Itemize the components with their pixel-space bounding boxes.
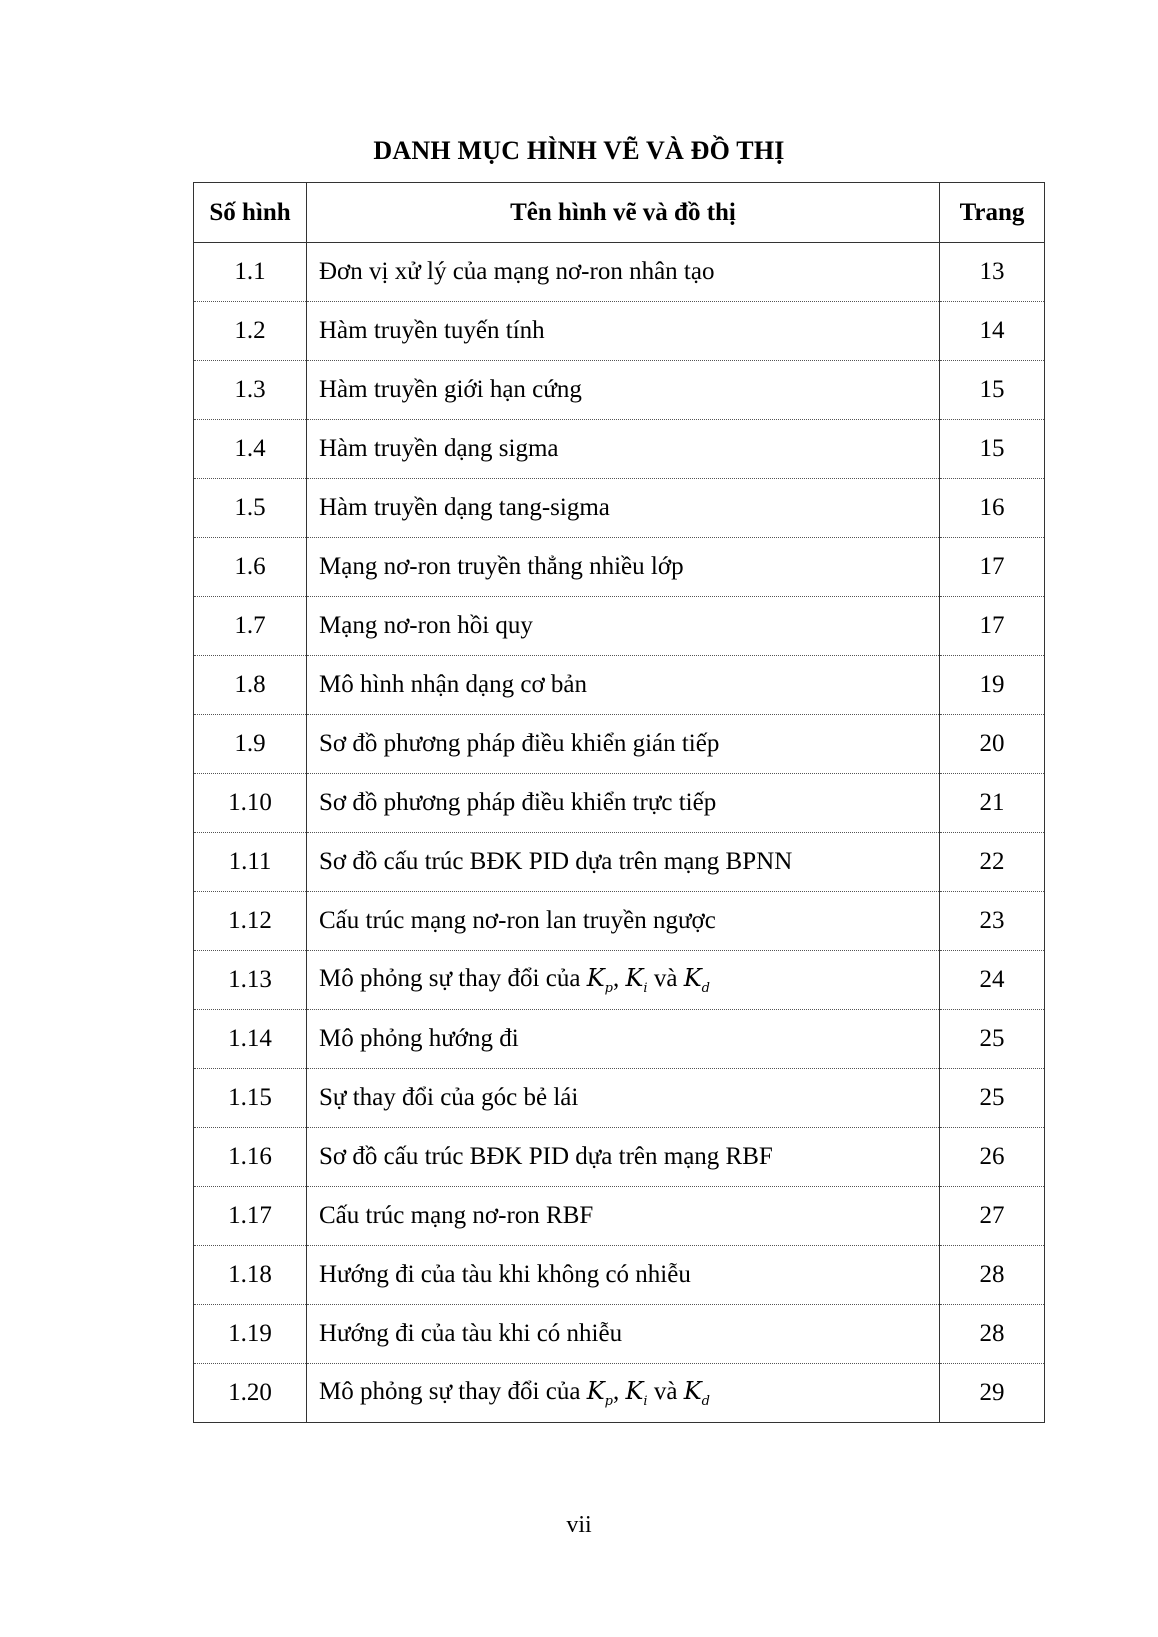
header-page: Trang [940, 183, 1045, 243]
figure-name: Hàm truyền dạng sigma [307, 420, 940, 479]
figure-number: 1.7 [194, 597, 307, 656]
page-number: vii [566, 1512, 592, 1538]
table-row [194, 715, 1045, 774]
figure-number: 1.18 [194, 1246, 307, 1305]
table-row [194, 1069, 1045, 1128]
table-row [194, 361, 1045, 420]
table-row [194, 1364, 1045, 1423]
table-row [194, 243, 1045, 302]
figure-page: 15 [940, 420, 1045, 479]
figure-name: Hàm truyền dạng tang-sigma [307, 479, 940, 538]
figure-page: 28 [940, 1305, 1045, 1364]
math-ki: $K_i$ [625, 1377, 648, 1409]
math-kp: $K_p$ [586, 1377, 613, 1409]
header-figure-number: Số hình [194, 183, 307, 243]
figure-name: Mô phỏng hướng đi [307, 1010, 940, 1069]
figure-name: Mô hình nhận dạng cơ bản [307, 656, 940, 715]
figure-page: 21 [940, 774, 1045, 833]
figure-number: 1.12 [194, 892, 307, 951]
figure-page: 20 [940, 715, 1045, 774]
figure-page: 29 [940, 1364, 1045, 1423]
figure-name: Sơ đồ phương pháp điều khiển trực tiếp [307, 774, 940, 833]
figure-name: Hàm truyền giới hạn cứng [307, 361, 940, 420]
table-row [194, 420, 1045, 479]
figure-page: 15 [940, 361, 1045, 420]
figure-page: 25 [940, 1010, 1045, 1069]
page-title: DANH MỤC HÌNH VẼ VÀ ĐỒ THỊ [373, 136, 785, 165]
figure-name: Sự thay đổi của góc bẻ lái [307, 1069, 940, 1128]
figure-name: Cấu trúc mạng nơ-ron lan truyền ngược [307, 892, 940, 951]
figure-page: 19 [940, 656, 1045, 715]
figure-page: 13 [940, 243, 1045, 302]
header-figure-name: Tên hình vẽ và đồ thị [307, 183, 940, 243]
table-row [194, 1246, 1045, 1305]
figure-name: Mô phỏng sự thay đổi của $K_p$, $K_i$ và $K_d$ [307, 1364, 940, 1423]
figure-page: 28 [940, 1246, 1045, 1305]
figure-list-table [193, 182, 1045, 1423]
table-row [194, 892, 1045, 951]
figure-number: 1.17 [194, 1187, 307, 1246]
table-row [194, 302, 1045, 361]
figure-number: 1.10 [194, 774, 307, 833]
table-row [194, 1010, 1045, 1069]
figure-page: 17 [940, 538, 1045, 597]
figure-name: Hướng đi của tàu khi không có nhiễu [307, 1246, 940, 1305]
figure-number: 1.1 [194, 243, 307, 302]
table-row [194, 833, 1045, 892]
table-row [194, 597, 1045, 656]
figure-number: 1.11 [194, 833, 307, 892]
figure-number: 1.5 [194, 479, 307, 538]
figure-number: 1.2 [194, 302, 307, 361]
figure-number: 1.9 [194, 715, 307, 774]
table-row [194, 479, 1045, 538]
figure-name: Sơ đồ cấu trúc BĐK PID dựa trên mạng RBF [307, 1128, 940, 1187]
figure-page: 25 [940, 1069, 1045, 1128]
math-ki: $K_i$ [625, 964, 648, 996]
table-row [194, 1187, 1045, 1246]
math-kd: $K_d$ [683, 1377, 710, 1409]
figure-number: 1.8 [194, 656, 307, 715]
figure-page: 26 [940, 1128, 1045, 1187]
figure-name: Cấu trúc mạng nơ-ron RBF [307, 1187, 940, 1246]
figure-name: Hướng đi của tàu khi có nhiễu [307, 1305, 940, 1364]
figure-page: 27 [940, 1187, 1045, 1246]
table-row [194, 538, 1045, 597]
figure-page: 22 [940, 833, 1045, 892]
figure-name: Sơ đồ phương pháp điều khiển gián tiếp [307, 715, 940, 774]
figure-name: Mạng nơ-ron truyền thẳng nhiều lớp [307, 538, 940, 597]
figure-page: 14 [940, 302, 1045, 361]
figure-name: Sơ đồ cấu trúc BĐK PID dựa trên mạng BPNN [307, 833, 940, 892]
table-row [194, 1305, 1045, 1364]
figure-name: Mô phỏng sự thay đổi của $K_p$, $K_i$ và $K_d$ [307, 951, 940, 1010]
table-row [194, 951, 1045, 1010]
table-row [194, 774, 1045, 833]
figure-number: 1.6 [194, 538, 307, 597]
figure-number: 1.14 [194, 1010, 307, 1069]
conjunction-text: và [653, 965, 678, 992]
figure-page: 24 [940, 951, 1045, 1010]
figure-name-text: Mô phỏng sự thay đổi của [319, 1378, 581, 1405]
figure-page: 23 [940, 892, 1045, 951]
figure-number: 1.19 [194, 1305, 307, 1364]
math-kd: $K_d$ [683, 964, 710, 996]
figure-name: Đơn vị xử lý của mạng nơ-ron nhân tạo [307, 243, 940, 302]
figure-name: Mạng nơ-ron hồi quy [307, 597, 940, 656]
table-row [194, 1128, 1045, 1187]
table-header-row [194, 183, 1045, 243]
conjunction-text: và [653, 1378, 678, 1405]
math-kp: $K_p$ [586, 964, 613, 996]
figure-name: Hàm truyền tuyến tính [307, 302, 940, 361]
figure-number: 1.4 [194, 420, 307, 479]
figure-number: 1.16 [194, 1128, 307, 1187]
table-row [194, 656, 1045, 715]
figure-name-text: Mô phỏng sự thay đổi của [319, 965, 581, 992]
figure-page: 17 [940, 597, 1045, 656]
figure-number: 1.3 [194, 361, 307, 420]
figure-number: 1.20 [194, 1364, 307, 1423]
figure-page: 16 [940, 479, 1045, 538]
figure-number: 1.13 [194, 951, 307, 1010]
figure-number: 1.15 [194, 1069, 307, 1128]
